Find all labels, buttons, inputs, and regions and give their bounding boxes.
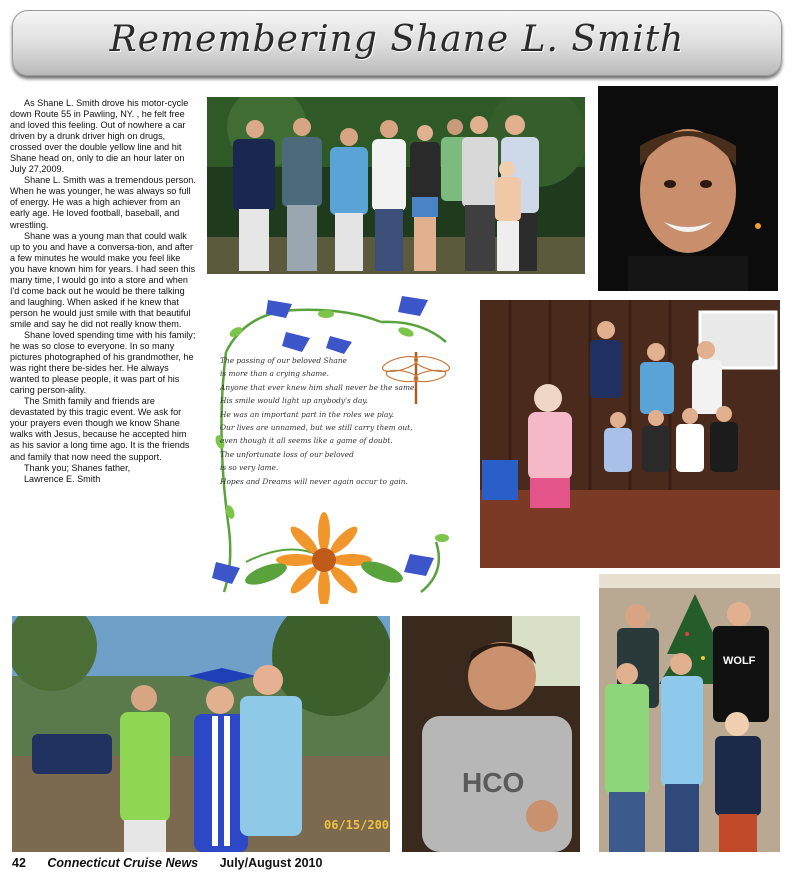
memorial-article	[10, 98, 196, 485]
page-title: Remembering Shane L. Smith	[109, 19, 685, 60]
article-paragraph: The Smith family and friends are devastated by this tragic event. We ask for your prayers even though we know Shane walks with Jesus, because he accepted him as his savior a long time ago. It is the friends and family that now need the support.	[10, 396, 190, 462]
svg-text:HCO: HCO	[462, 767, 525, 798]
poem-line: Our lives are unnamed, but we still carry them out,	[220, 423, 413, 433]
poem-line: even though it all seems like a game of doubt.	[220, 436, 393, 446]
holiday-family-photo	[599, 574, 780, 852]
publication-name: Connecticut Cruise News	[47, 856, 199, 870]
portrait-photo	[598, 86, 778, 291]
memorial-poem	[206, 292, 468, 604]
article-paragraph: Shane L. Smith was a tremendous person. When he was younger, he was always so full of energy. He was a high achiever from an early age. He loved football, baseball, and wrestling.	[10, 175, 196, 230]
page-footer	[12, 856, 340, 870]
poem-line: is so very lame.	[220, 463, 279, 473]
article-paragraph: As Shane L. Smith drove his motor-cycle down Route 55 in Pawling, NY. , he felt free and loved this feeling. Out of nowhere a car driven by a drunk driver high on drugs, crossed over the double yellow line and hit Shane head on, only to die an hour later on July 27,2009.	[10, 98, 189, 175]
issue-date: July/August 2010	[219, 856, 323, 870]
poem-text	[220, 354, 452, 488]
graduation-photo	[12, 616, 390, 852]
poem-line: is more than a crying shame.	[220, 369, 329, 379]
svg-text:WOLF: WOLF	[723, 655, 756, 667]
group-photo-outdoors	[207, 97, 585, 274]
article-paragraph: Shane was a young man that could walk up to you and have a conversa-tion, and after a few minutes he would make you feel like you have known him for years. I had seen this many time, I would go into a store and when I'd come back out he would be there talking and laughing. When asked if he knew that person he would just smile with that beautiful smile and say he did not really know them.	[10, 230, 196, 329]
family-porch-photo	[480, 300, 780, 568]
page-number: 42	[12, 856, 26, 870]
poem-line: Anyone that ever knew him shall never be the same.	[220, 382, 417, 392]
poem-line: He was an important part in the roles we play.	[220, 409, 394, 419]
poem-line: The unfortunate loss of our beloved	[220, 449, 354, 459]
poem-line: Hopes and Dreams will never again occur to gain.	[220, 476, 408, 486]
poem-line: The passing of our beloved Shane	[220, 356, 347, 365]
photo-date-stamp: 06/15/200	[324, 818, 390, 832]
title-banner	[12, 10, 782, 76]
article-author: Lawrence E. Smith	[24, 473, 101, 484]
article-signoff: Thank you; Shanes father,	[24, 462, 131, 473]
article-paragraph: Shane loved spending time with his family; he was so close to everyone. In so many pictures photographed of his grandmother, he was right there be-sides her. He always wanted to please people, it was part of his caring person-ality.	[10, 329, 196, 396]
candid-photo	[402, 616, 580, 852]
poem-line: His smile would light up anybody's day.	[220, 396, 368, 406]
